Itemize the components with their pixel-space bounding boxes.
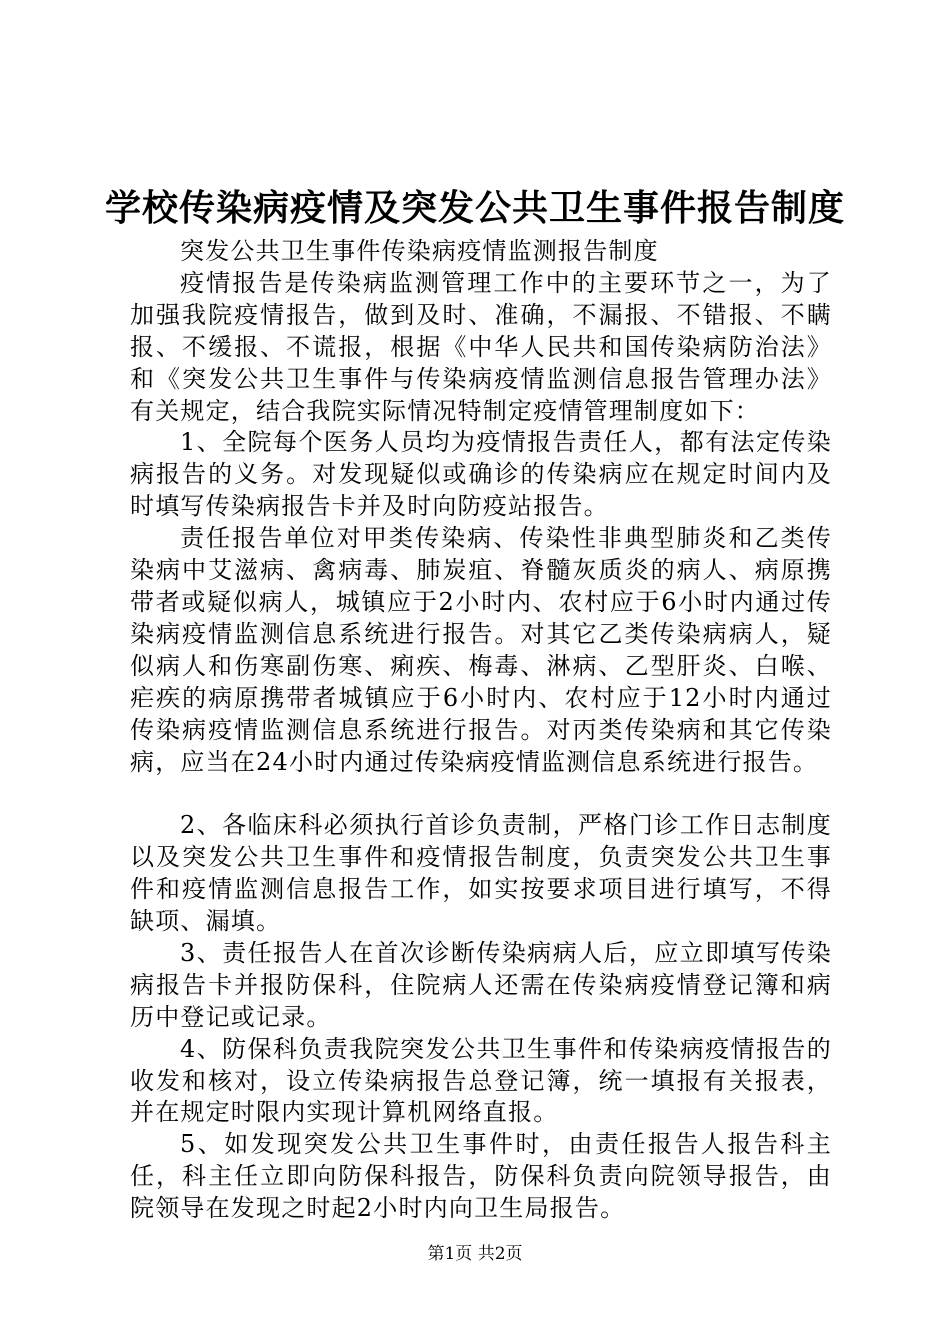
document-title: 学校传染病疫情及突发公共卫生事件报告制度 <box>104 187 845 229</box>
document-subtitle: 突发公共卫生事件传染病疫情监测报告制度 <box>180 237 659 265</box>
paragraph-item-1-detail: 责任报告单位对甲类传染病、传染性非典型肺炎和乙类传染病中艾滋病、禽病毒、肺炭疽、脊髓灰质炎的病人、病原携带者或疑似病人，城镇应于2小时内、农村应于6小时内通过传染病疫情监测信息系统进行报告。对其它乙类传染病病人，疑似病人和伤寒副伤寒、痢疾、梅毒、淋病、乙型肝炎、白喉、疟疾的病原携带者城镇应于6小时内、农村应于12小时内通过传染病疫情监测信息系统进行报告。对丙类传染病和其它传染病，应当在24小时内通过传染病疫情监测信息系统进行报告。 <box>130 524 832 776</box>
paragraph-item-5: 5、如发现突发公共卫生事件时，由责任报告人报告科主任，科主任立即向防保科报告，防保科负责向院领导报告，由院领导在发现之时起2小时内向卫生局报告。 <box>130 1130 832 1223</box>
paragraph-item-4: 4、防保科负责我院突发公共卫生事件和传染病疫情报告的收发和核对，设立传染病报告总登记簿，统一填报有关报表，并在规定时限内实现计算机网络直报。 <box>130 1034 832 1127</box>
page-number: 第1页 共2页 <box>427 1244 523 1264</box>
paragraph-intro: 疫情报告是传染病监测管理工作中的主要环节之一，为了加强我院疫情报告，做到及时、准确，不漏报、不错报、不瞒报、不缓报、不谎报，根据《中华人民共和国传染病防治法》和《突发公共卫生事件与传染病疫情监测信息报告管理办法》有关规定，结合我院实际情况特制定疫情管理制度如下： <box>130 268 832 425</box>
paragraph-item-2: 2、各临床科必须执行首诊负责制，严格门诊工作日志制度以及突发公共卫生事件和疫情报告制度，负责突发公共卫生事件和疫情监测信息报告工作，如实按要求项目进行填写，不得缺项、漏填。 <box>130 811 832 936</box>
paragraph-item-3: 3、责任报告人在首次诊断传染病病人后，应立即填写传染病报告卡并报防保科，住院病人还需在传染病疫情登记簿和病历中登记或记录。 <box>130 938 832 1031</box>
document-body <box>130 236 832 1225</box>
paragraph-item-1: 1、全院每个医务人员均为疫情报告责任人，都有法定传染病报告的义务。对发现疑似或确诊的传染病应在规定时间内及时填写传染病报告卡并及时向防疫站报告。 <box>130 428 832 521</box>
